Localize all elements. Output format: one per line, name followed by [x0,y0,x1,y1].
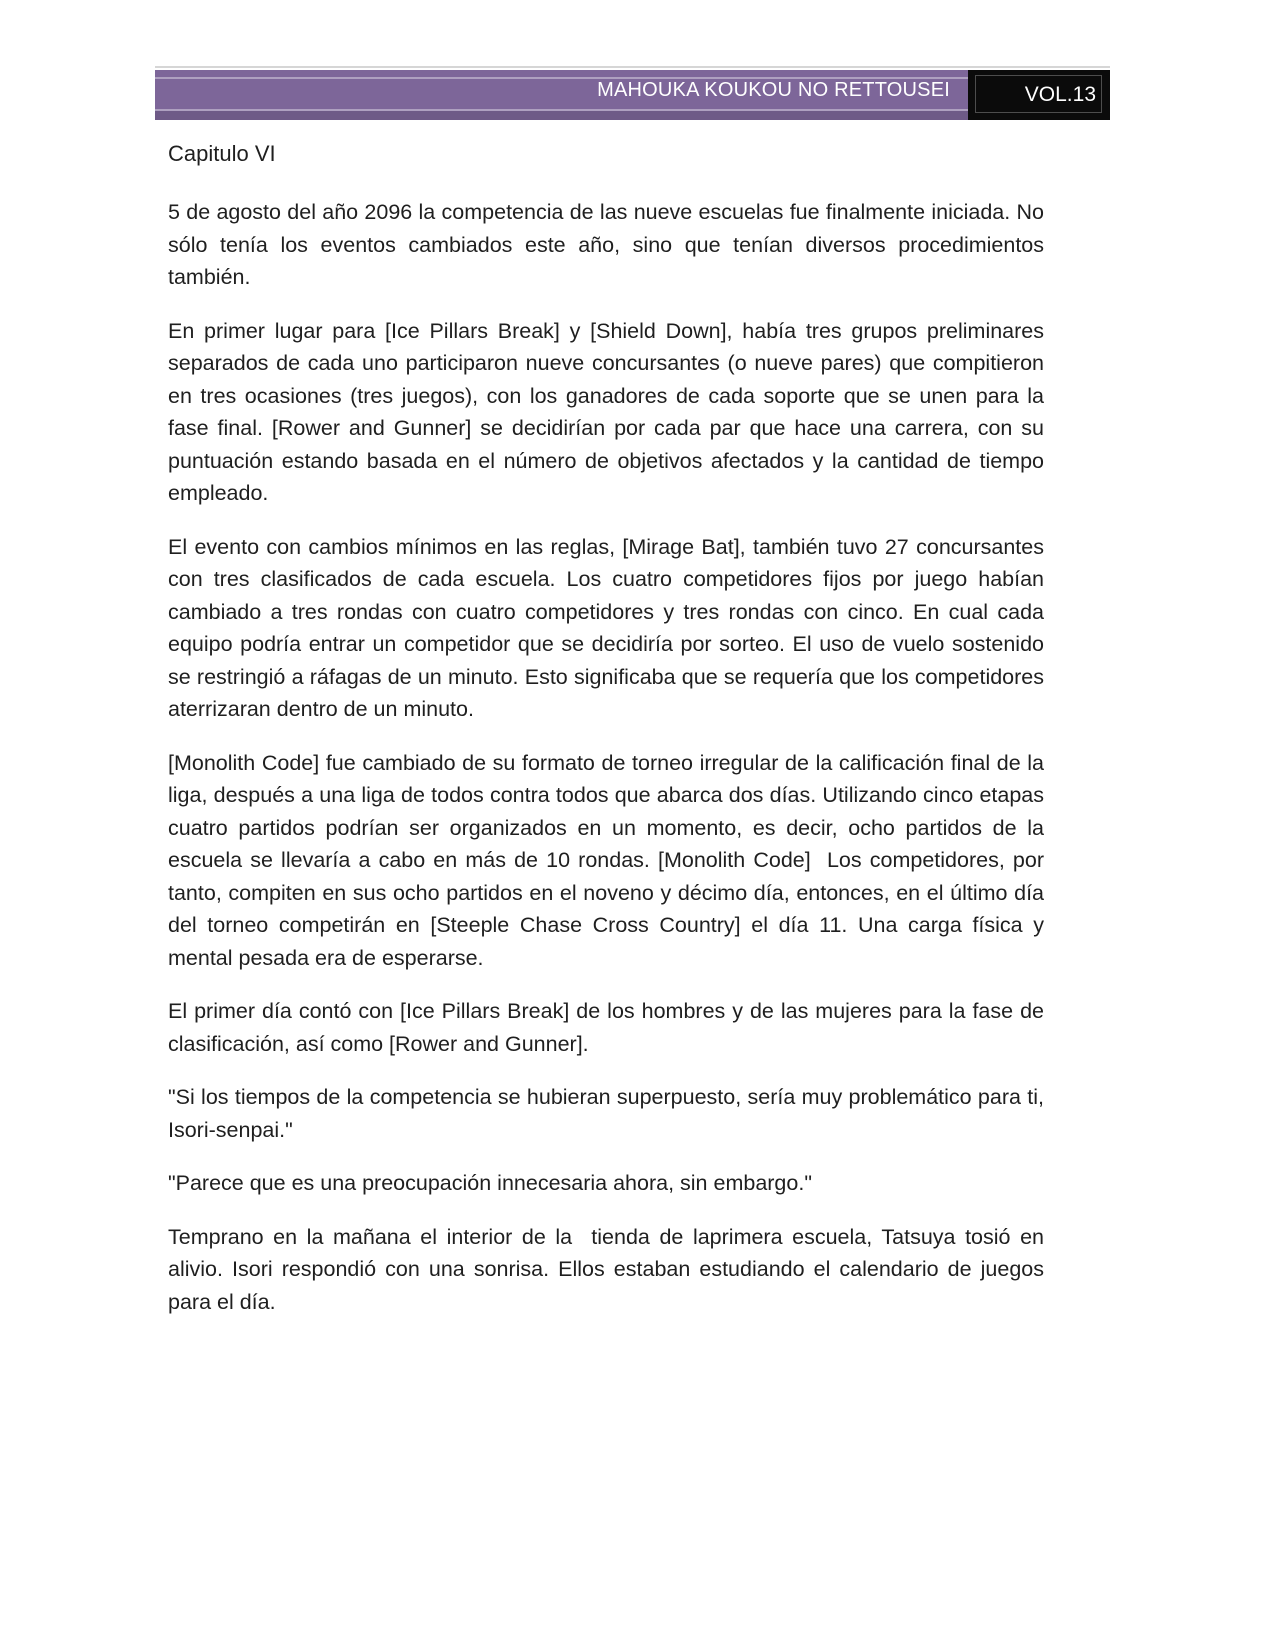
paragraph: [Monolith Code] fue cambiado de su formato de torneo irregular de la calificación final de la liga, después a una liga de todos contra todos que abarca dos días. Utilizando cinco etapas cuatro partidos podrían ser organizados en un momento, es decir, ocho partidos de la escuela se llevaría a cabo en más de 10 rondas. [Monolith Code] Los competidores, por tanto, compiten en sus ocho partidos en el noveno y décimo día, entonces, en el último día del torneo competirán en [Steeple Chase Cross Country] el día 11. Una carga física y mental pesada era de esperarse. [168,750,1050,970]
paragraph: El primer día contó con [Ice Pillars Break] de los hombres y de las mujeres para la fase de clasificación, así como [Rower and Gunner]. [168,999,1050,1056]
paragraph: "Si los tiempos de la competencia se hubieran superpuesto, sería muy problemático para ti, Isori-senpai." [168,1085,1050,1142]
book-title: MAHOUKA KOUKOU NO RETTOUSEI [597,79,950,101]
page-header [155,70,1110,120]
header-purple-band [155,70,968,120]
document-body [168,141,1056,1339]
paragraph: El evento con cambios mínimos en las reglas, [Mirage Bat], también tuvo 27 concursantes con tres clasificados de cada escuela. Los cuatro competidores fijos por juego habían cambiado a tres rondas con cuatro competidores y tres rondas con cinco. En cual cada equipo podría entrar un competidor que se decidiría por sorteo. El uso de vuelo sostenido se restringió a ráfagas de un minuto. Esto significaba que se requería que los competidores aterrizaran dentro de un minuto. [168,534,1056,721]
paragraph: "Parece que es una preocupación innecesaria ahora, sin embargo." [168,1171,812,1195]
volume-label: VOL.13 [1024,83,1096,106]
chapter-title: Capitulo VI [168,141,276,166]
header-top-rule [155,66,1110,68]
header-shadow-stripe [155,111,968,120]
paragraph: 5 de agosto del año 2096 la competencia de las nueve escuelas fue finalmente iniciada. No sólo tenía los eventos cambiados este año, sino que tenían diversos procedimientos también. [168,200,1056,289]
volume-badge [968,70,1110,120]
paragraph: Temprano en la mañana el interior de la tienda de laprimera escuela, Tatsuya tosió en alivio. Isori respondió con una sonrisa. Ellos estaban estudiando el calendario de juegos para el día. [168,1224,1050,1314]
paragraph: En primer lugar para [Ice Pillars Break] y [Shield Down], había tres grupos preliminares separados de cada uno participaron nueve concursantes (o nueve pares) que compitieron en tres ocasiones (tres juegos), con los ganadores de cada soporte que se unen para la fase final. [Rower and Gunner] se decidirían por cada par que hace una carrera, con su puntuación estando basada en el número de objetivos afectados y la cantidad de tiempo empleado. [168,318,1050,505]
